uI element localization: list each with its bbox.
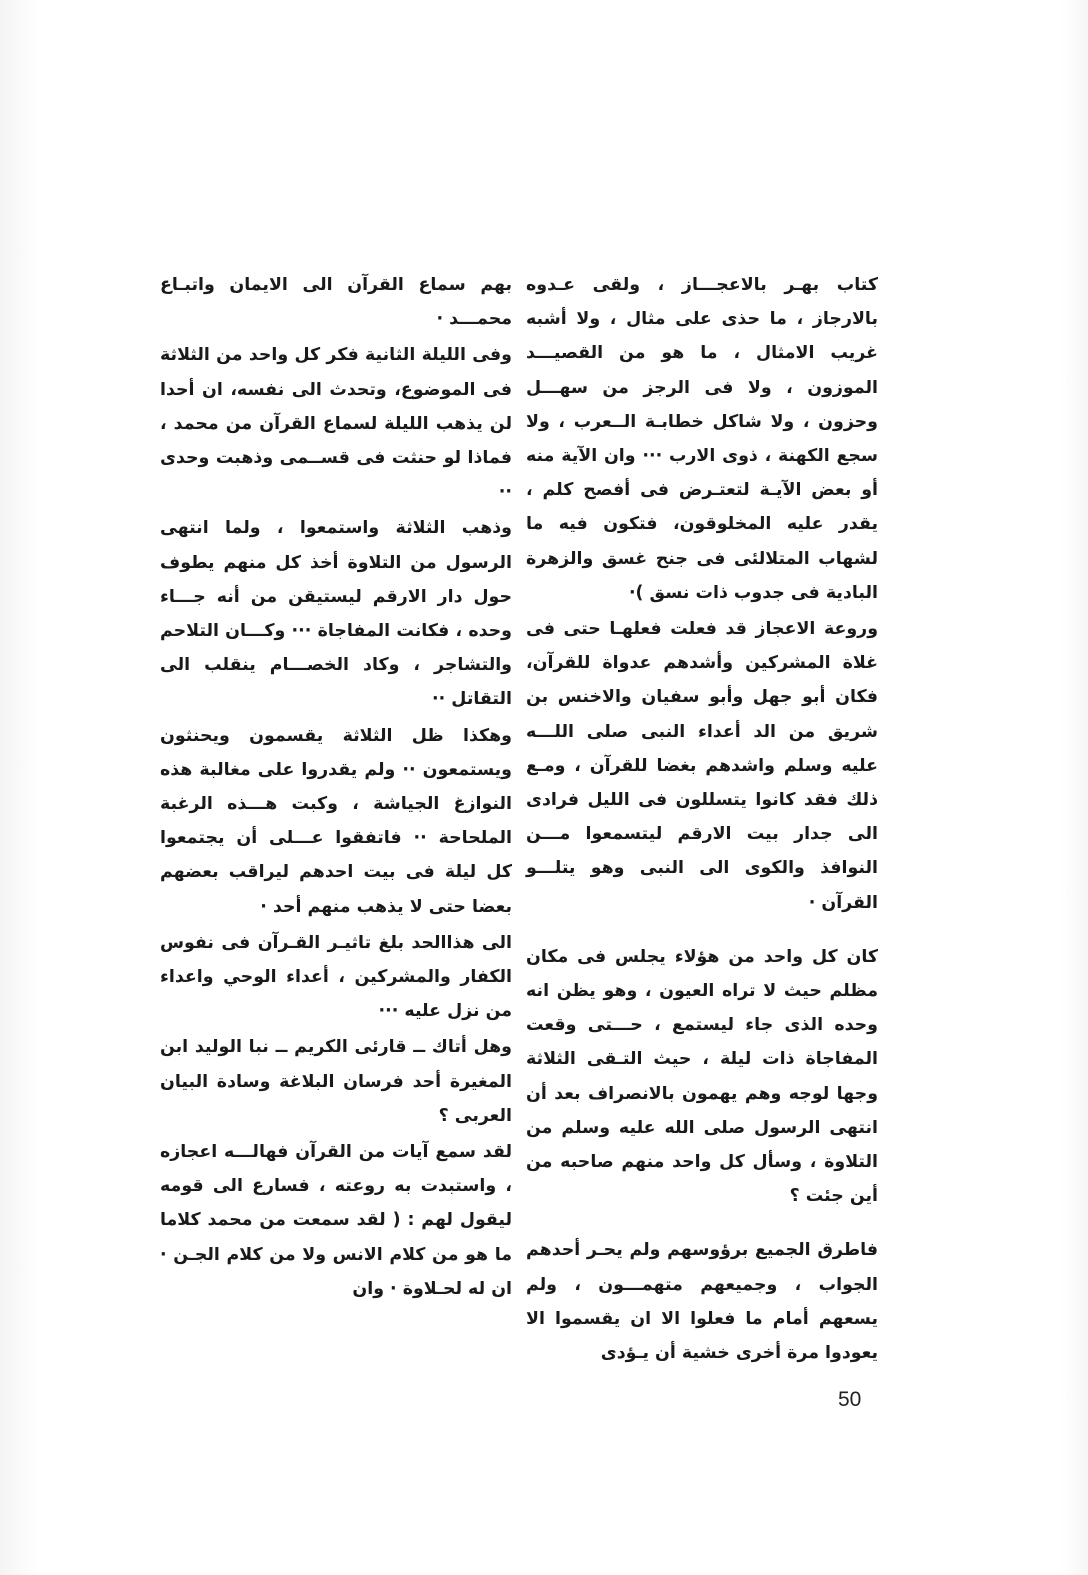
right-paragraph-4: فاطرق الجميع برؤوسهم ولم يحـر أحدهم الجواب ، وجميعهم متهمـــون ، ولم يسعهم أمام ما فعلوا الا ان يقسموا الا يعودوا مرة أخرى خشية أن يـؤدى bbox=[526, 1240, 878, 1364]
left-paragraph-6: وهل أتاك ــ قارئى الكريم ــ نبا الوليد ابن المغيرة أحد فرسان البلاغة وسادة البيان العربى ؟ bbox=[160, 1037, 512, 1126]
left-text-column bbox=[160, 268, 512, 1306]
right-paragraph-1: كتاب بهـر بالاعجـــاز ، ولقى عـدوه بالارجاز ، ما حذى على مثال ، ولا أشبه غريب الامثال ، ما هو من القصيـــد الموزون ، ولا فى الرجز من سهـــل وحزون ، ولا شاكل خطابـة الــعرب ، ولا سجع الكهنة ، ذوى الارب ··· وان الآية منه أو بعض الآيـة لتعتـرض فى أفصح كلم ، يقدر عليه المخلوقون، فتكون فيه ما لشهاب المتلالئى فى جنح غسق والزهرة البادية فى جدوب ذات نسق )· bbox=[526, 275, 878, 603]
left-paragraph-1: بهم سماع القرآن الى الايمان واتبـاع محمـــد · bbox=[160, 275, 512, 330]
left-paragraph-5: الى هذاالحد بلغ تاثيـر القـرآن فى نفوس الكفار والمشركين ، أعداء الوحي واعداء من نزل عليه ··· bbox=[160, 932, 512, 1022]
right-paragraph-3: كان كل واحد من هؤلاء يجلس فى مكان مظلم حيث لا تراه العيون ، وهو يظن انه وحده الذى جاء ليستمع ، حـــتى وقعت المفاجاة ذات ليلة ، حيث التـقى الثلاثة وجها لوجه وهم يهمون بالانصراف بعد أن انتهى الرسول صلى الله عليه وسلم من التلاوة ، وسأل كل واحد منهم صاحبه من أين جئت ؟ bbox=[526, 946, 878, 1207]
right-text-column bbox=[526, 268, 878, 1370]
left-paragraph-4: وهكذا ظل الثلاثة يقسمون ويحنثون ويستمعون ·· ولم يقدروا على مغالبة هذه النوازغ الجياشة ، وكبت هـــذه الرغبة الملحاحة ·· فاتفقوا عـــلى أن يجتمعوا كل ليلة فى بيت احدهم ليراقب بعضهم بعضا حتى لا يذهب منهم أحد · bbox=[160, 725, 512, 917]
left-paragraph-7: لقد سمع آيات من القرآن فهالـــه اعجازه ، واستبدت به روعته ، فسارع الى قومه ليقول لهم : ( لقد سمعت من محمد كلاما ما هو من كلام الانس ولا من كلام الجـن · ان له لحـلاوة · وان bbox=[160, 1142, 512, 1299]
right-paragraph-2: وروعة الاعجاز قد فعلت فعلهـا حتى فى غلاة المشركين وأشدهم عدواة للقرآن، فكان أبو جهل وأبو سفيان والاخنس بن شريق من الد أعداء النبى صلى اللـــه عليه وسلم واشدهم بغضا للقرآن ، ومـع ذلك فقد كانوا يتسللون فى الليل فرادى الى جدار بيت الارقم ليتسمعوا مـــن النوافذ والكوى الى النبى وهو يتلـــو القرآن · bbox=[526, 619, 878, 913]
left-paragraph-3: وذهب الثلاثة واستمعوا ، ولما انتهى الرسول من التلاوة أخذ كل منهم يطوف حول دار الارقم ليستيقن من أنه جـــاء وحده ، فكانت المفاجاة ··· وكـــان التلاحم والتشاجر ، وكاد الخصـــام ينقلب الى التقاتل ·· bbox=[160, 518, 512, 710]
page-number: 50 bbox=[838, 1388, 862, 1411]
left-paragraph-2: وفى الليلة الثانية فكر كل واحد من الثلاثة فى الموضوع، وتحدث الى نفسه، ان أحدا لن يذهب الليلة لسماع القرآن من محمد ، فماذا لو حنثت فى قســمى وذهبت وحدى ·· bbox=[160, 345, 512, 503]
